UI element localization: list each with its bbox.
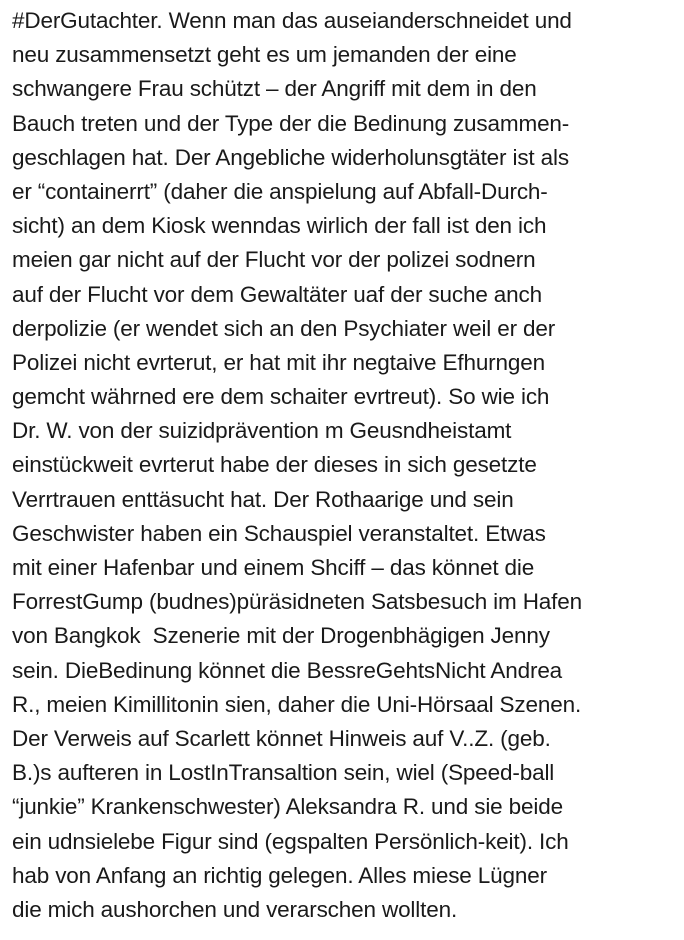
text-line: B.)s aufteren in LostInTransaltion sein, wiel (Speed-ball bbox=[12, 760, 555, 786]
text-line: die mich aushorchen und verarschen wollten. bbox=[12, 896, 458, 922]
text-line: Polizei nicht evrterut, er hat mit ihr negtaive Efhurngen bbox=[12, 349, 545, 375]
text-line: sicht) an dem Kiosk wenndas wirlich der fall ist den ich bbox=[12, 213, 547, 239]
text-line: er “containerrt” (daher die anspielung auf Abfall-Durch- bbox=[12, 178, 548, 204]
text-line: “junkie” Krankenschwester) Aleksandra R. und sie beide bbox=[12, 794, 563, 820]
text-line: mit einer Hafenbar und einem Shciff – das könnet die bbox=[12, 555, 535, 580]
text-line: Der Verweis auf Scarlett könnet Hinweis auf V..Z. (geb. bbox=[12, 725, 551, 751]
text-line: Verrtrauen enttäsucht hat. Der Rothaarige und sein bbox=[12, 486, 514, 512]
text-line: geschlagen hat. Der Angebliche widerholunsgtäter ist als bbox=[12, 144, 569, 170]
text-line: ForrestGump (budnes)püräsidneten Satsbesuch im Hafen bbox=[12, 589, 582, 615]
text-line: Geschwister haben ein Schauspiel veranstaltet. Etwas bbox=[12, 520, 546, 546]
text-line: schwangere Frau schützt – der Angriff mit dem in den bbox=[12, 76, 537, 102]
text-line: R., meien Kimillitonin sien, daher die Uni-Hörsaal Szenen. bbox=[12, 691, 582, 717]
text-line: gemcht währned ere dem schaiter evrtreut). So wie ich bbox=[12, 384, 550, 410]
document-body bbox=[12, 4, 678, 927]
text-line: neu zusammensetzt geht es um jemanden der eine bbox=[12, 42, 517, 68]
text-line: Bauch treten und der Type der die Bedinung zusammen- bbox=[12, 110, 570, 136]
text-line: hab von Anfang an richtig gelegen. Alles miese Lügner bbox=[12, 862, 547, 888]
text-line: von Bangkok Szenerie mit der Drogenbhägigen Jenny bbox=[12, 623, 550, 649]
text-line: ein udnsielebe Figur sind (egspalten Persönlich-keit). Ich bbox=[12, 828, 569, 854]
text-line: Dr. W. von der suizidprävention m Geusndheistamt bbox=[12, 418, 512, 444]
text-line: einstückweit evrterut habe der dieses in sich gesetzte bbox=[12, 452, 537, 478]
text-line: sein. DieBedinung könnet die BessreGehtsNicht Andrea bbox=[12, 657, 563, 683]
text-line: derpolizie (er wendet sich an den Psychiater weil er der bbox=[12, 315, 556, 341]
text-line: auf der Flucht vor dem Gewaltäter uaf der suche anch bbox=[12, 281, 542, 307]
text-line: #DerGutachter. Wenn man das auseianderschneidet und bbox=[12, 8, 572, 33]
text-line: meien gar nicht auf der Flucht vor der polizei sodnern bbox=[12, 247, 536, 273]
